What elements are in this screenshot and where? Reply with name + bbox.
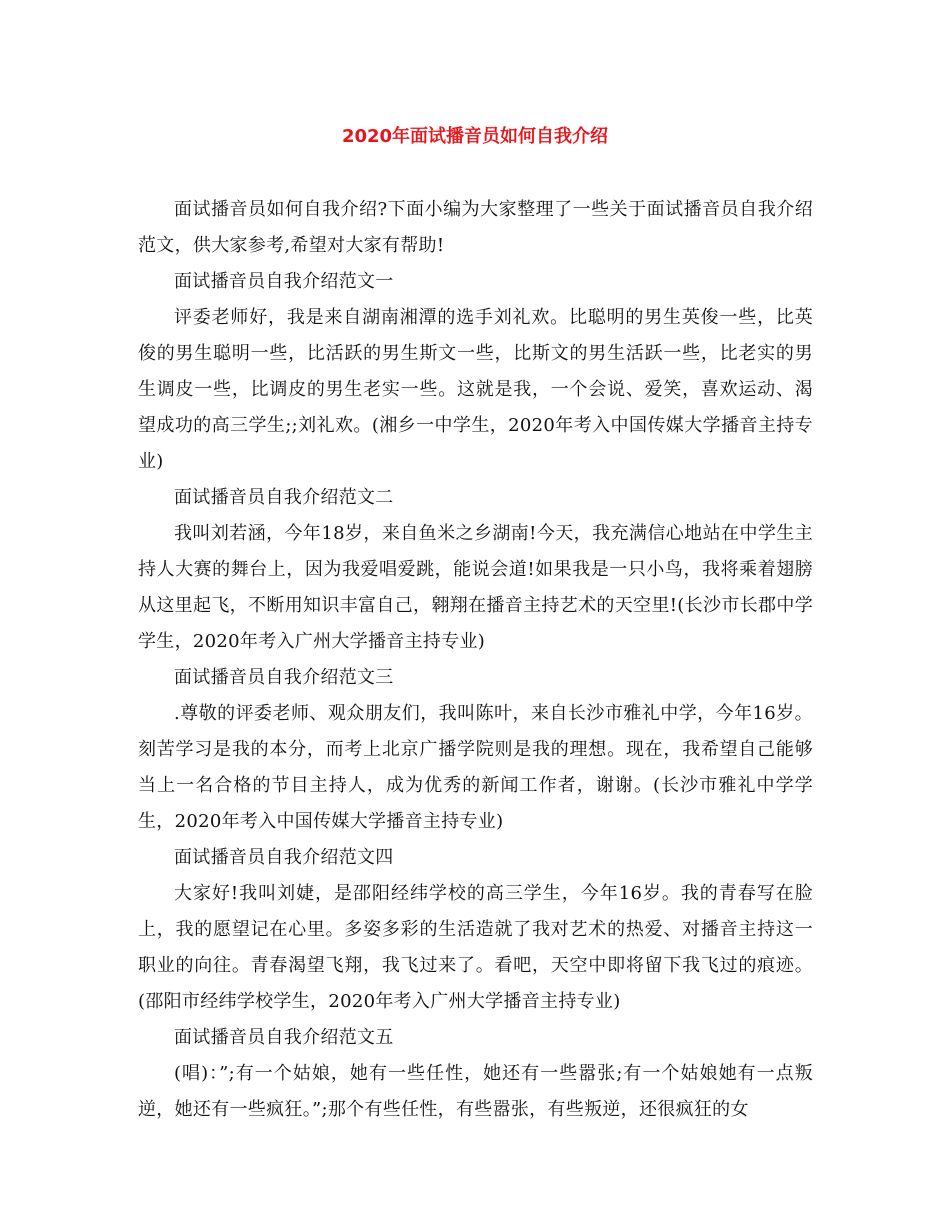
- document-title: 2020年面试播音员如何自我介绍: [341, 126, 609, 147]
- paragraph-sample-1: 评委老师好，我是来自湖南湘潭的选手刘礼欢。比聪明的男生英俊一些，比英俊的男生聪明一些，比活跃的男生斯文一些，比斯文的男生活跃一些，比老实的男生调皮一些，比调皮的男生老实一些。这就是我，一个会说、爱笑，喜欢运动、渴望成功的高三学生;;刘礼欢。(湘乡一中学生，2020年考入中国传媒大学播音主持专业): [138, 307, 813, 472]
- paragraph-intro: 面试播音员如何自我介绍?下面小编为大家整理了一些关于面试播音员自我介绍范文，供大家参考,希望对大家有帮助!: [138, 199, 813, 256]
- paragraph-sample-3: .尊敬的评委老师、观众朋友们，我叫陈叶，来自长沙市雅礼中学，今年16岁。刻苦学习是我的本分，而考上北京广播学院则是我的理想。现在，我希望自己能够当上一名合格的节目主持人，成为优秀的新闻工作者，谢谢。(长沙市雅礼中学学生，2020年考入中国传媒大学播音主持专业): [138, 703, 813, 832]
- section-heading-2: 面试播音员自我介绍范文二: [174, 487, 394, 508]
- section-heading-3: 面试播音员自我介绍范文三: [174, 667, 394, 688]
- document-body: [138, 192, 813, 1128]
- section-heading-4: 面试播音员自我介绍范文四: [174, 847, 394, 868]
- section-heading-5: 面试播音员自我介绍范文五: [174, 1027, 394, 1048]
- section-heading-1: 面试播音员自我介绍范文一: [174, 271, 394, 292]
- paragraph-sample-4: 大家好!我叫刘婕，是邵阳经纬学校的高三学生，今年16岁。我的青春写在脸上，我的愿望记在心里。多姿多彩的生活造就了我对艺术的热爱、对播音主持这一职业的向往。青春渴望飞翔，我飞过来了。看吧，天空中即将留下我飞过的痕迹。(邵阳市经纬学校学生，2020年考入广州大学播音主持专业): [138, 883, 813, 1012]
- paragraph-sample-5: (唱)：”;有一个姑娘，她有一些任性，她还有一些嚣张;有一个姑娘她有一点叛逆，她还有一些疯狂。”;那个有些任性，有些嚣张，有些叛逆，还很疯狂的女: [138, 1063, 813, 1120]
- paragraph-sample-2: 我叫刘若涵，今年18岁，来自鱼米之乡湖南!今天，我充满信心地站在中学生主持人大赛的舞台上，因为我爱唱爱跳，能说会道!如果我是一只小鸟，我将乘着翅膀从这里起飞，不断用知识丰富自己，翱翔在播音主持艺术的天空里!(长沙市长郡中学学生，2020年考入广州大学播音主持专业): [138, 523, 813, 652]
